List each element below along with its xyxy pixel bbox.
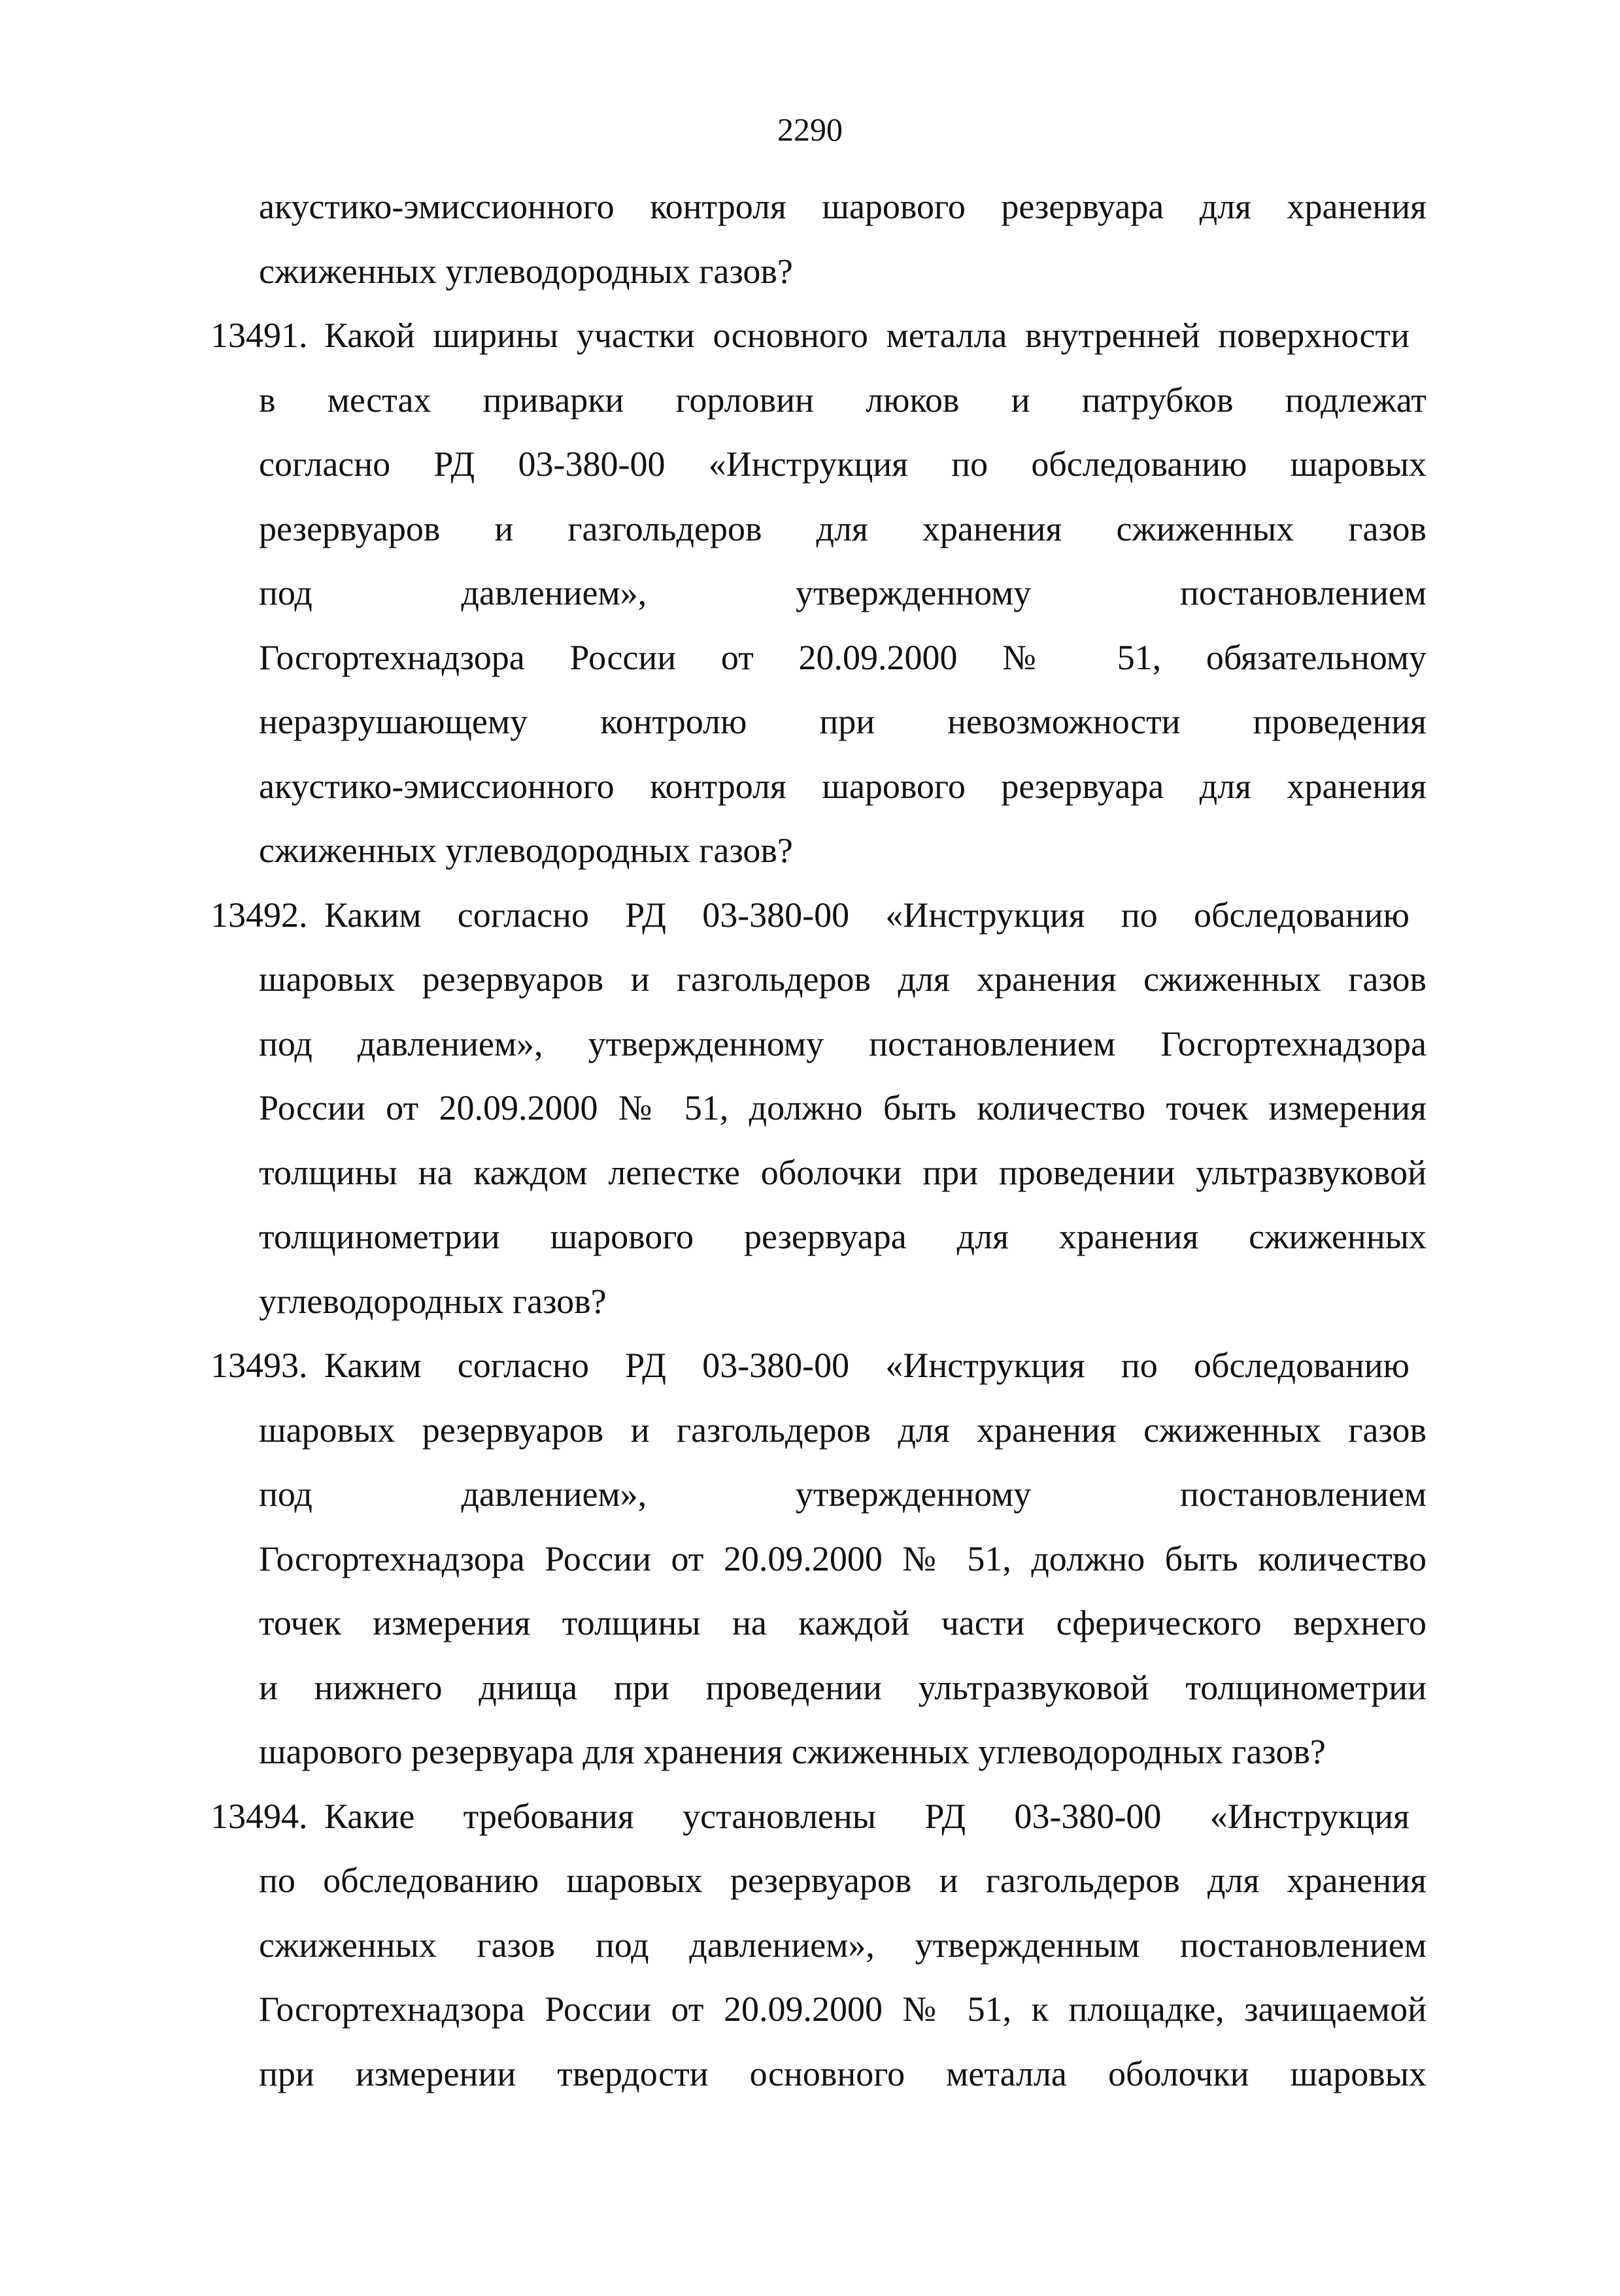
text-line: углеводородных газов? <box>259 1281 607 1321</box>
text-line: шарового резервуара для хранения сжиженных углеводородных газов? <box>259 1732 1326 1771</box>
text-line: акустико-эмиссионного контроля шарового резервуара для хранения <box>259 187 1426 226</box>
text-line: толщины на каждом лепестке оболочки при проведении ультразвуковой <box>259 1152 1426 1192</box>
text-line: под давлением», утвержденному постановлением Госгортехнадзора <box>259 1023 1426 1063</box>
text-line: точек измерения толщины на каждой части сферического верхнего <box>259 1603 1426 1642</box>
text-line: согласно РД 03-380-00 «Инструкция по обследованию шаровых <box>259 444 1426 484</box>
text-line: Каким согласно РД 03-380-00 «Инструкция по обследованию <box>324 895 1409 935</box>
text-line: России от 20.09.2000 № 51, должно быть количество точек измерения <box>259 1088 1426 1127</box>
text-line: Какие требования установлены РД 03-380-00 «Инструкция <box>324 1796 1409 1836</box>
document-body <box>211 175 1426 2106</box>
text-line: Госгортехнадзора России от 20.09.2000 № 51, обязательному <box>259 637 1426 677</box>
question-first-line <box>211 1333 1426 1398</box>
text-line: резервуаров и газгольдеров для хранения сжиженных газов <box>259 508 1426 548</box>
text-line: Госгортехнадзора России от 20.09.2000 № 51, должно быть количество <box>259 1539 1426 1578</box>
text-line: шаровых резервуаров и газгольдеров для хранения сжиженных газов <box>259 1410 1426 1450</box>
text-line: сжиженных углеводородных газов? <box>259 831 793 870</box>
text-line: и нижнего днища при проведении ультразвуковой толщинометрии <box>259 1667 1426 1707</box>
text-line: Каким согласно РД 03-380-00 «Инструкция по обследованию <box>324 1346 1409 1385</box>
question-first-line <box>211 303 1426 368</box>
text-line: сжиженных газов под давлением», утвержденным постановлением <box>259 1925 1426 1965</box>
question-number: 13493. <box>211 1346 308 1385</box>
text-line: шаровых резервуаров и газгольдеров для хранения сжиженных газов <box>259 959 1426 999</box>
question-first-line <box>211 883 1426 948</box>
text-line: по обследованию шаровых резервуаров и газгольдеров для хранения <box>259 1861 1426 1900</box>
text-line: в местах приварки горловин люков и патрубков подлежат <box>259 380 1426 420</box>
question-number: 13492. <box>211 895 308 935</box>
text-line: под давлением», утвержденному постановлением <box>259 573 1426 612</box>
question-13494 <box>211 1784 1426 2106</box>
text-line: Какой ширины участки основного металла внутренней поверхности <box>324 316 1409 355</box>
question-first-line <box>211 1784 1426 1849</box>
question-13493 <box>211 1333 1426 1784</box>
text-line: неразрушающему контролю при невозможности проведения <box>259 702 1426 741</box>
text-line: при измерении твердости основного металла оболочки шаровых <box>259 2054 1426 2093</box>
question-number: 13494. <box>211 1796 308 1836</box>
text-line: толщинометрии шарового резервуара для хранения сжиженных <box>259 1217 1426 1256</box>
question-number: 13491. <box>211 316 308 355</box>
continuation-paragraph <box>211 175 1426 303</box>
question-13492 <box>211 883 1426 1334</box>
text-line: сжиженных углеводородных газов? <box>259 251 793 291</box>
text-line: акустико-эмиссионного контроля шарового резервуара для хранения <box>259 766 1426 806</box>
text-line: под давлением», утвержденному постановлением <box>259 1474 1426 1514</box>
question-13491 <box>211 303 1426 883</box>
page-number: 2290 <box>777 111 843 148</box>
text-line: Госгортехнадзора России от 20.09.2000 № 51, к площадке, зачищаемой <box>259 1989 1426 2029</box>
